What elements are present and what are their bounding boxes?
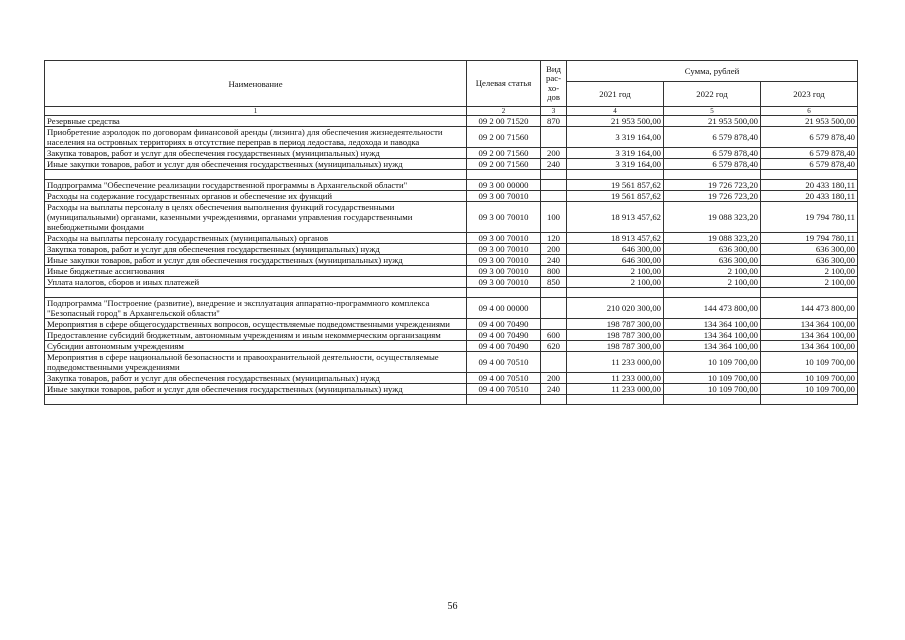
table-row <box>45 244 858 255</box>
sum-2021: 210 020 300,00 <box>567 298 664 319</box>
table-row <box>45 233 858 244</box>
sum-2023: 6 579 878,40 <box>761 159 858 170</box>
row-name: Мероприятия в сфере общегосударственных вопросов, осуществляемые подведомственными учреждениями <box>45 319 467 330</box>
sum-2023: 21 953 500,00 <box>761 116 858 127</box>
empty-cell <box>664 395 761 405</box>
row-name: Уплата налогов, сборов и иных платежей <box>45 277 467 288</box>
empty-cell <box>467 288 541 298</box>
header-sum: Сумма, рублей <box>567 61 858 82</box>
sum-2021: 11 233 000,00 <box>567 384 664 395</box>
sum-2022: 2 100,00 <box>664 266 761 277</box>
table-row <box>45 352 858 373</box>
row-name: Подпрограмма "Построение (развитие), внедрение и эксплуатация аппаратно-программного комплекса "Безопасный город" в Архангельской области" <box>45 298 467 319</box>
budget-table <box>44 60 858 405</box>
expense-type-code: 850 <box>541 277 567 288</box>
sum-2022: 6 579 878,40 <box>664 127 761 148</box>
sum-2023: 636 300,00 <box>761 255 858 266</box>
sum-2022: 134 364 100,00 <box>664 319 761 330</box>
sum-2022: 19 726 723,20 <box>664 191 761 202</box>
empty-cell <box>761 288 858 298</box>
subprogram-row <box>45 180 858 191</box>
sum-2023: 10 109 700,00 <box>761 384 858 395</box>
expense-type-code <box>541 180 567 191</box>
expense-type-code: 600 <box>541 330 567 341</box>
row-name: Иные закупки товаров, работ и услуг для обеспечения государственных (муниципальных) нужд <box>45 384 467 395</box>
row-name: Иные закупки товаров, работ и услуг для обеспечения государственных (муниципальных) нужд <box>45 159 467 170</box>
sum-2023: 636 300,00 <box>761 244 858 255</box>
sum-2022: 19 088 323,20 <box>664 202 761 233</box>
target-article-code: 09 4 00 70510 <box>467 373 541 384</box>
target-article-code: 09 3 00 00000 <box>467 180 541 191</box>
row-name: Закупка товаров, работ и услуг для обеспечения государственных (муниципальных) нужд <box>45 148 467 159</box>
header-year-2023: 2023 год <box>761 82 858 107</box>
empty-cell <box>541 170 567 180</box>
sum-2023: 20 433 180,11 <box>761 180 858 191</box>
sum-2023: 2 100,00 <box>761 266 858 277</box>
row-name: Закупка товаров, работ и услуг для обеспечения государственных (муниципальных) нужд <box>45 373 467 384</box>
empty-cell <box>567 395 664 405</box>
empty-cell <box>761 170 858 180</box>
expense-type-code: 200 <box>541 244 567 255</box>
expense-type-code: 200 <box>541 373 567 384</box>
target-article-code: 09 2 00 71560 <box>467 127 541 148</box>
expense-type-code <box>541 298 567 319</box>
row-name: Мероприятия в сфере национальной безопасности и правоохранительной деятельности, осуществляемые подведомственными учреждениями <box>45 352 467 373</box>
expense-type-code <box>541 352 567 373</box>
sum-2023: 2 100,00 <box>761 277 858 288</box>
empty-cell <box>567 170 664 180</box>
empty-cell <box>664 170 761 180</box>
row-name: Закупка товаров, работ и услуг для обеспечения государственных (муниципальных) нужд <box>45 244 467 255</box>
sum-2021: 19 561 857,62 <box>567 191 664 202</box>
sum-2022: 10 109 700,00 <box>664 373 761 384</box>
target-article-code: 09 3 00 70010 <box>467 191 541 202</box>
row-name: Иные закупки товаров, работ и услуг для обеспечения государственных (муниципальных) нужд <box>45 255 467 266</box>
page-number: 56 <box>447 601 458 612</box>
sum-2021: 11 233 000,00 <box>567 373 664 384</box>
sum-2021: 198 787 300,00 <box>567 330 664 341</box>
row-name: Расходы на содержание государственных органов и обеспечение их функций <box>45 191 467 202</box>
table-row <box>45 148 858 159</box>
column-index: 2 <box>467 107 541 116</box>
sum-2022: 134 364 100,00 <box>664 341 761 352</box>
row-name: Предоставление субсидий бюджетным, автономным учреждениям и иным некоммерческим организациям <box>45 330 467 341</box>
table-row <box>45 202 858 233</box>
expense-type-code: 240 <box>541 384 567 395</box>
expense-type-code: 620 <box>541 341 567 352</box>
sum-2022: 636 300,00 <box>664 244 761 255</box>
table-row <box>45 191 858 202</box>
sum-2021: 646 300,00 <box>567 255 664 266</box>
header-year-2021: 2021 год <box>567 82 664 107</box>
table-row <box>45 116 858 127</box>
column-index: 5 <box>664 107 761 116</box>
target-article-code: 09 4 00 70490 <box>467 319 541 330</box>
expense-type-code: 240 <box>541 255 567 266</box>
sum-2021: 3 319 164,00 <box>567 148 664 159</box>
empty-cell <box>664 288 761 298</box>
empty-cell <box>45 395 467 405</box>
target-article-code: 09 4 00 00000 <box>467 298 541 319</box>
sum-2021: 19 561 857,62 <box>567 180 664 191</box>
header-target-article: Целевая статья <box>467 61 541 107</box>
target-article-code: 09 4 00 70490 <box>467 330 541 341</box>
sum-2021: 646 300,00 <box>567 244 664 255</box>
sum-2023: 144 473 800,00 <box>761 298 858 319</box>
row-name: Приобретение аэролодок по договорам финансовой аренды (лизинга) для обеспечения жизнедеятельности населения на островных территориях в отсутствие переправ в период ледостава, ледохода и паводка <box>45 127 467 148</box>
target-article-code: 09 3 00 70010 <box>467 233 541 244</box>
sum-2022: 6 579 878,40 <box>664 148 761 159</box>
sum-2023: 6 579 878,40 <box>761 148 858 159</box>
table-row <box>45 373 858 384</box>
row-name: Подпрограмма "Обеспечение реализации государственной программы в Архангельской области" <box>45 180 467 191</box>
sum-2022: 636 300,00 <box>664 255 761 266</box>
target-article-code: 09 3 00 70010 <box>467 244 541 255</box>
header-year-2022: 2022 год <box>664 82 761 107</box>
sum-2023: 19 794 780,11 <box>761 202 858 233</box>
sum-2022: 2 100,00 <box>664 277 761 288</box>
expense-type-code <box>541 319 567 330</box>
empty-cell <box>45 170 467 180</box>
spacer-row <box>45 395 858 405</box>
expense-type-code: 100 <box>541 202 567 233</box>
sum-2021: 18 913 457,62 <box>567 202 664 233</box>
sum-2022: 144 473 800,00 <box>664 298 761 319</box>
expense-type-code: 800 <box>541 266 567 277</box>
sum-2021: 3 319 164,00 <box>567 127 664 148</box>
expense-type-code <box>541 127 567 148</box>
sum-2023: 134 364 100,00 <box>761 330 858 341</box>
sum-2021: 21 953 500,00 <box>567 116 664 127</box>
sum-2023: 10 109 700,00 <box>761 352 858 373</box>
table-row <box>45 384 858 395</box>
column-index: 4 <box>567 107 664 116</box>
empty-cell <box>467 395 541 405</box>
target-article-code: 09 3 00 70010 <box>467 277 541 288</box>
empty-cell <box>541 288 567 298</box>
table-row <box>45 330 858 341</box>
empty-cell <box>467 170 541 180</box>
sum-2022: 21 953 500,00 <box>664 116 761 127</box>
table-row <box>45 277 858 288</box>
target-article-code: 09 2 00 71520 <box>467 116 541 127</box>
target-article-code: 09 3 00 70010 <box>467 202 541 233</box>
sum-2023: 20 433 180,11 <box>761 191 858 202</box>
sum-2021: 198 787 300,00 <box>567 319 664 330</box>
sum-2022: 134 364 100,00 <box>664 330 761 341</box>
expense-type-code: 240 <box>541 159 567 170</box>
sum-2021: 18 913 457,62 <box>567 233 664 244</box>
empty-cell <box>541 395 567 405</box>
sum-2023: 134 364 100,00 <box>761 341 858 352</box>
sum-2023: 134 364 100,00 <box>761 319 858 330</box>
sum-2021: 3 319 164,00 <box>567 159 664 170</box>
sum-2021: 2 100,00 <box>567 266 664 277</box>
column-index: 1 <box>45 107 467 116</box>
row-name: Субсидии автономным учреждениям <box>45 341 467 352</box>
expense-type-code: 870 <box>541 116 567 127</box>
table-row <box>45 319 858 330</box>
header-name: Наименование <box>45 61 467 107</box>
table-body <box>45 116 858 405</box>
row-name: Резервные средства <box>45 116 467 127</box>
subprogram-row <box>45 298 858 319</box>
empty-cell <box>45 288 467 298</box>
row-name: Расходы на выплаты персоналу в целях обеспечения выполнения функций государственными (муниципальными) органами, казенными учреждениями, органами управления государственными внебюджетными фондами <box>45 202 467 233</box>
sum-2022: 6 579 878,40 <box>664 159 761 170</box>
header-expense-type: Вид рас- хо- дов <box>541 61 567 107</box>
column-index: 6 <box>761 107 858 116</box>
target-article-code: 09 3 00 70010 <box>467 266 541 277</box>
sum-2021: 11 233 000,00 <box>567 352 664 373</box>
header-row <box>45 61 858 82</box>
table-row <box>45 266 858 277</box>
sum-2022: 19 088 323,20 <box>664 233 761 244</box>
sum-2023: 19 794 780,11 <box>761 233 858 244</box>
sum-2022: 10 109 700,00 <box>664 384 761 395</box>
table-row <box>45 341 858 352</box>
expense-type-code: 200 <box>541 148 567 159</box>
column-index: 3 <box>541 107 567 116</box>
target-article-code: 09 3 00 70010 <box>467 255 541 266</box>
expense-type-code: 120 <box>541 233 567 244</box>
target-article-code: 09 4 00 70490 <box>467 341 541 352</box>
sum-2023: 6 579 878,40 <box>761 127 858 148</box>
column-index-row <box>45 107 858 116</box>
table-row <box>45 255 858 266</box>
sum-2022: 19 726 723,20 <box>664 180 761 191</box>
row-name: Расходы на выплаты персоналу государственных (муниципальных) органов <box>45 233 467 244</box>
sum-2022: 10 109 700,00 <box>664 352 761 373</box>
sum-2023: 10 109 700,00 <box>761 373 858 384</box>
expense-type-code <box>541 191 567 202</box>
row-name: Иные бюджетные ассигнования <box>45 266 467 277</box>
spacer-row <box>45 170 858 180</box>
table-row <box>45 159 858 170</box>
target-article-code: 09 2 00 71560 <box>467 148 541 159</box>
sum-2021: 2 100,00 <box>567 277 664 288</box>
table-row <box>45 127 858 148</box>
target-article-code: 09 2 00 71560 <box>467 159 541 170</box>
target-article-code: 09 4 00 70510 <box>467 352 541 373</box>
target-article-code: 09 4 00 70510 <box>467 384 541 395</box>
empty-cell <box>567 288 664 298</box>
spacer-row <box>45 288 858 298</box>
sum-2021: 198 787 300,00 <box>567 341 664 352</box>
empty-cell <box>761 395 858 405</box>
